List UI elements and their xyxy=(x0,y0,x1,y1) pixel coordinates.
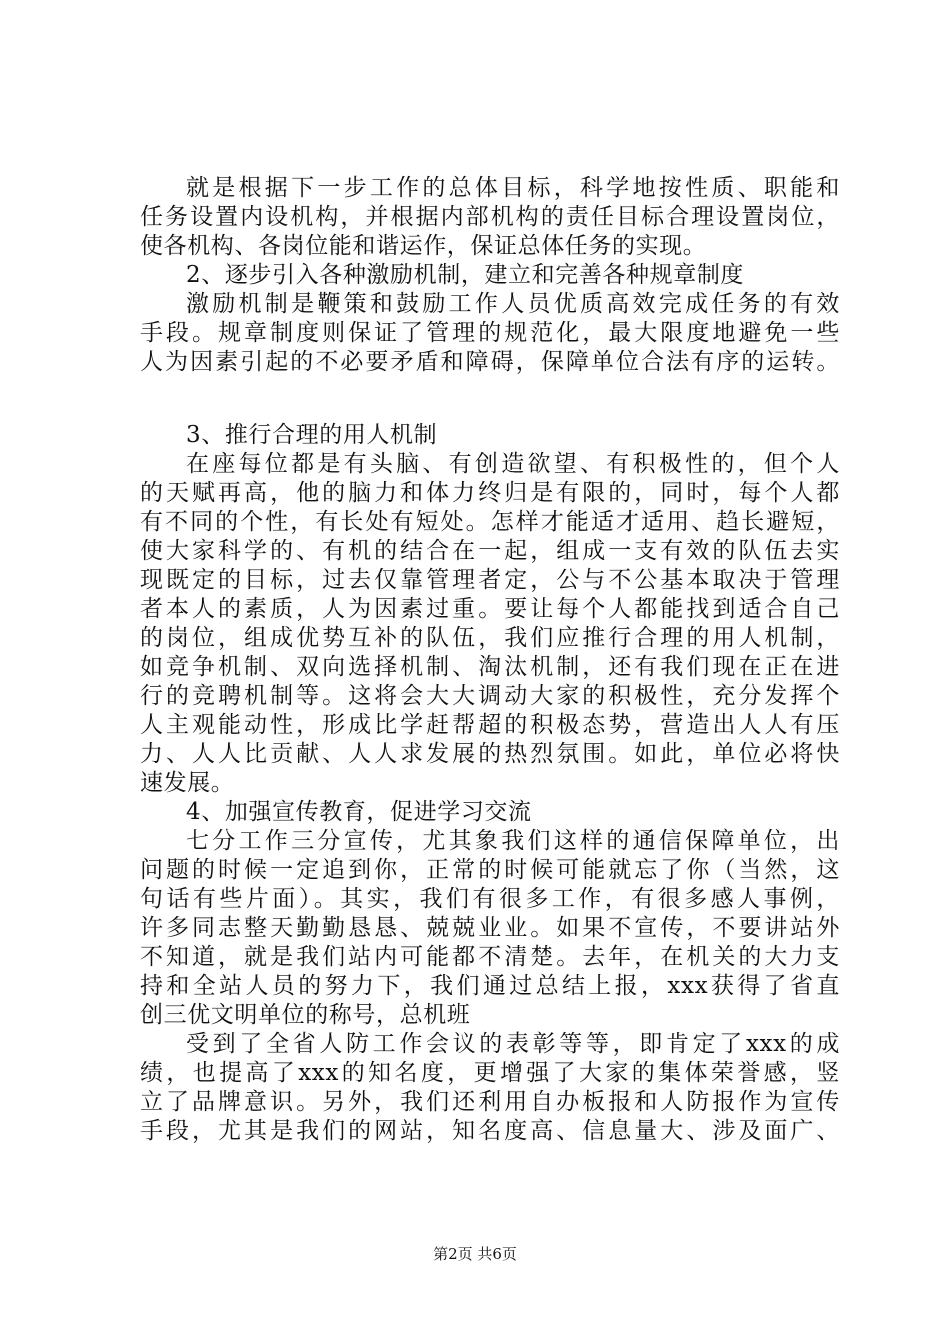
paragraph-line: 如竞争机制、双向选择机制、淘汰机制，还有我们现在正在进 xyxy=(140,654,840,680)
paragraph-line: 七分工作三分宣传，尤其象我们这样的通信保障单位，出 xyxy=(186,828,840,854)
paragraph-line: 激励机制是鞭策和鼓励工作人员优质高效完成任务的有效 xyxy=(186,291,840,317)
paragraph-line: 句话有些片面）。其实，我们有很多工作，有很多感人事例， xyxy=(140,886,840,912)
paragraph-line: 行的竞聘机制等。这将会大大调动大家的积极性，充分发挥个 xyxy=(140,683,840,709)
section-heading-3: 3、推行合理的用人机制 xyxy=(186,422,438,448)
paragraph-line: 问题的时候一定追到你，正常的时候可能就忘了你（当然，这 xyxy=(140,857,840,883)
paragraph-line: 者本人的素质，人为因素过重。要让每个人都能找到适合自己 xyxy=(140,596,840,622)
paragraph-line: 持和全站人员的努力下，我们通过总结上报，xxx获得了省直 xyxy=(140,973,840,999)
paragraph-line: 使各机构、各岗位能和谐运作，保证总体任务的实现。 xyxy=(140,233,707,259)
paragraph-line: 立了品牌意识。另外，我们还利用自办板报和人防报作为宣传 xyxy=(140,1089,840,1115)
page-footer xyxy=(0,1244,950,1264)
paragraph-line: 绩，也提高了xxx的知名度，更增强了大家的集体荣誉感，竖 xyxy=(140,1060,840,1086)
paragraph-line: 任务设置内设机构，并根据内部机构的责任目标合理设置岗位， xyxy=(140,204,840,230)
paragraph-line: 使大家科学的、有机的结合在一起，组成一支有效的队伍去实 xyxy=(140,538,840,564)
page-number-label: 第2页 共6页 xyxy=(433,1245,517,1263)
paragraph-line: 速发展。 xyxy=(140,770,235,796)
section-heading-2: 2、逐步引入各种激励机制，建立和完善各种规章制度 xyxy=(186,262,745,288)
paragraph-line: 在座每位都是有头脑、有创造欲望、有积极性的，但个人 xyxy=(186,451,840,477)
paragraph-line: 许多同志整天勤勤恳恳、兢兢业业。如果不宣传，不要讲站外 xyxy=(140,915,840,941)
paragraph-line: 现既定的目标，过去仅靠管理者定，公与不公基本取决于管理 xyxy=(140,567,840,593)
paragraph-gap xyxy=(140,377,840,421)
paragraph-line: 力、人人比贡献、人人求发展的热烈氛围。如此，单位必将快 xyxy=(140,741,840,767)
document-body xyxy=(140,174,840,1146)
paragraph-line: 人主观能动性，形成比学赶帮超的积极态势，营造出人人有压 xyxy=(140,712,840,738)
paragraph-line: 的岗位，组成优势互补的队伍，我们应推行合理的用人机制， xyxy=(140,625,840,651)
section-heading-4: 4、加强宣传教育，促进学习交流 xyxy=(186,799,532,825)
paragraph-line: 人为因素引起的不必要矛盾和障碍，保障单位合法有序的运转。 xyxy=(140,349,840,375)
paragraph-line: 创三优文明单位的称号，总机班 xyxy=(140,1002,471,1028)
paragraph-line: 手段，尤其是我们的网站，知名度高、信息量大、涉及面广、 xyxy=(140,1118,840,1144)
paragraph-line: 就是根据下一步工作的总体目标，科学地按性质、职能和 xyxy=(186,175,840,201)
paragraph-line: 受到了全省人防工作会议的表彰等等，即肯定了xxx的成 xyxy=(186,1031,840,1057)
paragraph-line: 的天赋再高，他的脑力和体力终归是有限的，同时，每个人都 xyxy=(140,480,840,506)
paragraph-line: 有不同的个性，有长处有短处。怎样才能适才适用、趋长避短， xyxy=(140,509,840,535)
paragraph-line: 手段。规章制度则保证了管理的规范化，最大限度地避免一些 xyxy=(140,320,840,346)
paragraph-line: 不知道，就是我们站内可能都不清楚。去年，在机关的大力支 xyxy=(140,944,840,970)
